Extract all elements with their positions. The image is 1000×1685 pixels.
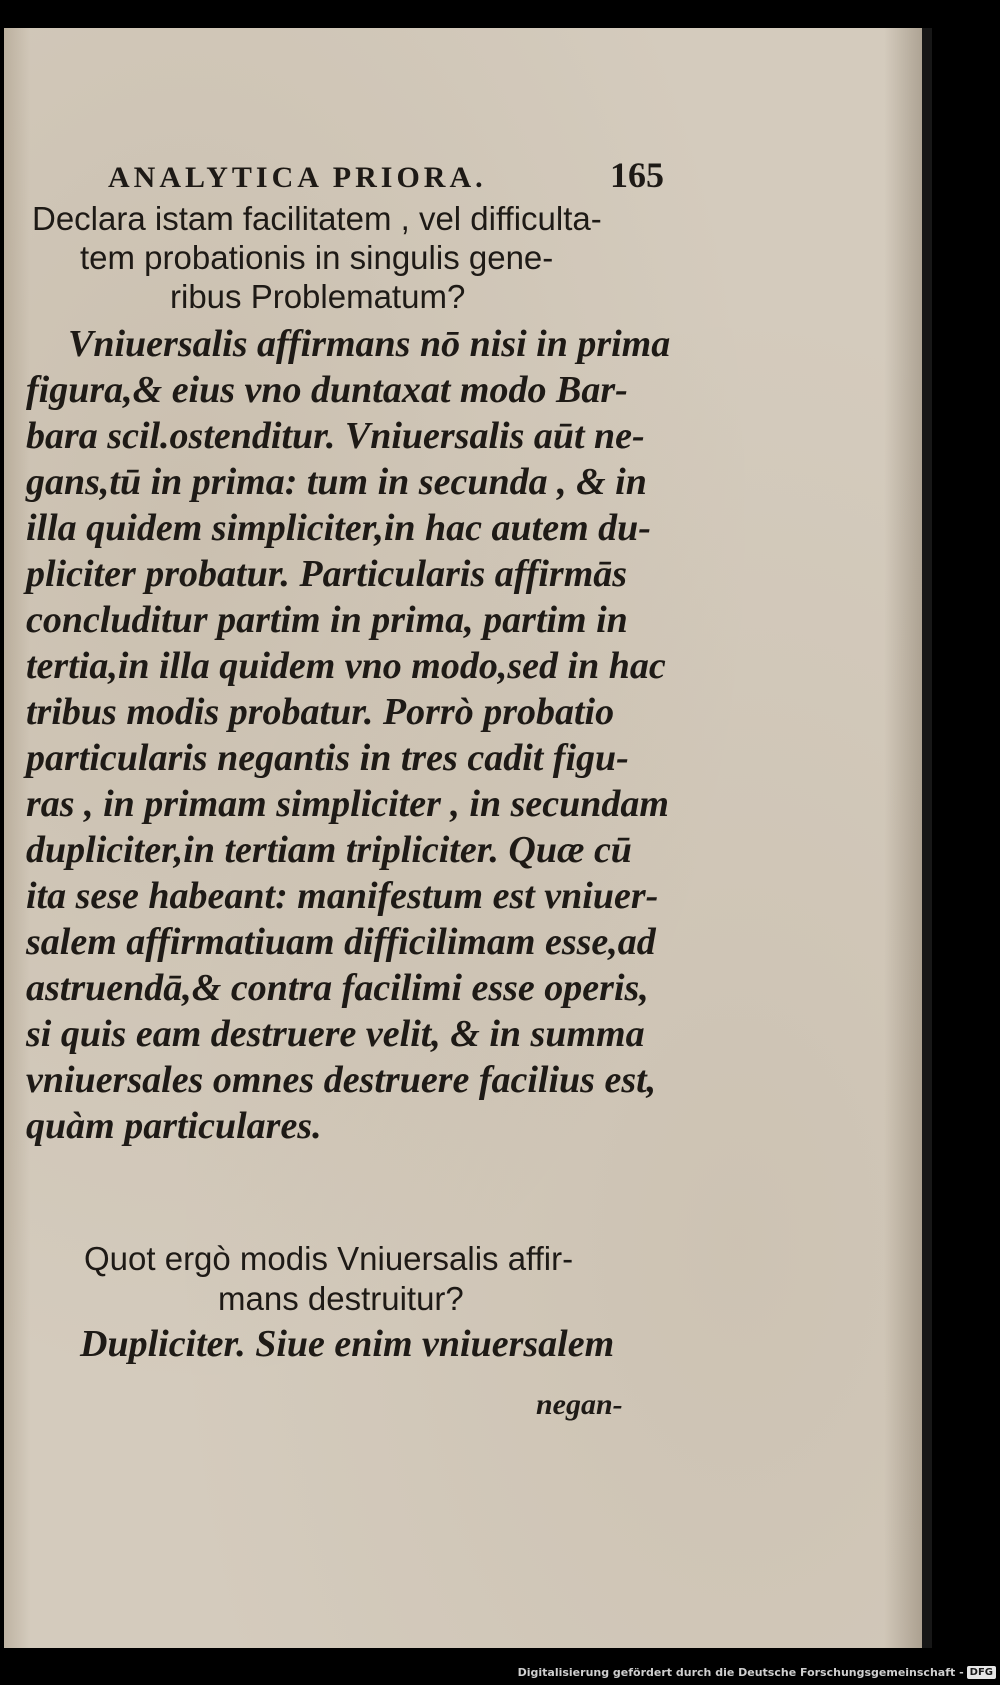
answer-1-line: bara scil.ostenditur. Vniuersalis aūt ne- [26,415,645,457]
running-head [108,154,664,194]
catchword: negan- [536,1388,623,1421]
answer-1-line: salem affirmatiuam difficilimam esse,ad [26,921,656,963]
question-1-line: ribus Problematum? [170,278,466,315]
answer-1-line: vniuersales omnes destruere facilius est, [26,1059,657,1101]
page-number: 165 [610,155,664,195]
answer-1-line: astruendā,& contra facilimi esse operis, [26,967,649,1009]
answer-1-line: Vniuersalis affirmans nō nisi in prima [68,323,671,365]
answer-1-line: quàm particulares. [26,1105,322,1147]
digitization-credit [518,1666,996,1679]
book-page [4,28,922,1648]
answer-1-line: gans,tū in prima: tum in secunda , & in [26,461,647,503]
answer-1-line: dupliciter,in tertiam tripliciter. Quæ cū [26,829,632,871]
answer-2-line: Dupliciter. Siue enim vniuersalem [80,1323,615,1365]
answer-1-line: particularis negantis in tres cadit figu- [26,737,629,779]
credit-text: Digitalisierung gefördert durch die Deutsche Forschungsgemeinschaft - [517,1666,964,1679]
question-2-line: Quot ergò modis Vniuersalis affir- [84,1240,574,1277]
answer-1-line: pliciter probatur. Particularis affirmās [26,553,628,595]
answer-1-line: tribus modis probatur. Porrò probatio [26,691,615,733]
answer-1-line: figura,& eius vno duntaxat modo Bar- [26,369,628,411]
question-1-line: tem probationis in singulis gene- [80,239,554,276]
answer-1-line: si quis eam destruere velit, & in summa [26,1013,645,1055]
answer-1-line: ita sese habeant: manifestum est vniuer- [26,875,659,917]
question-2-line: mans destruitur? [218,1280,464,1317]
running-title: ANALYTICA PRIORA. [108,161,487,194]
question-1-line: Declara istam facilitatem , vel difficulta- [32,200,602,237]
answer-1-line: concluditur partim in prima, partim in [26,599,628,641]
answer-1-line: illa quidem simpliciter,in hac autem du- [26,507,651,549]
answer-1-line: ras , in primam simpliciter , in secundam [26,783,669,825]
dfg-logo: DFG [967,1666,996,1679]
answer-1-line: tertia,in illa quidem vno modo,sed in hac [26,645,666,687]
scan-edge-strip [922,28,932,1648]
